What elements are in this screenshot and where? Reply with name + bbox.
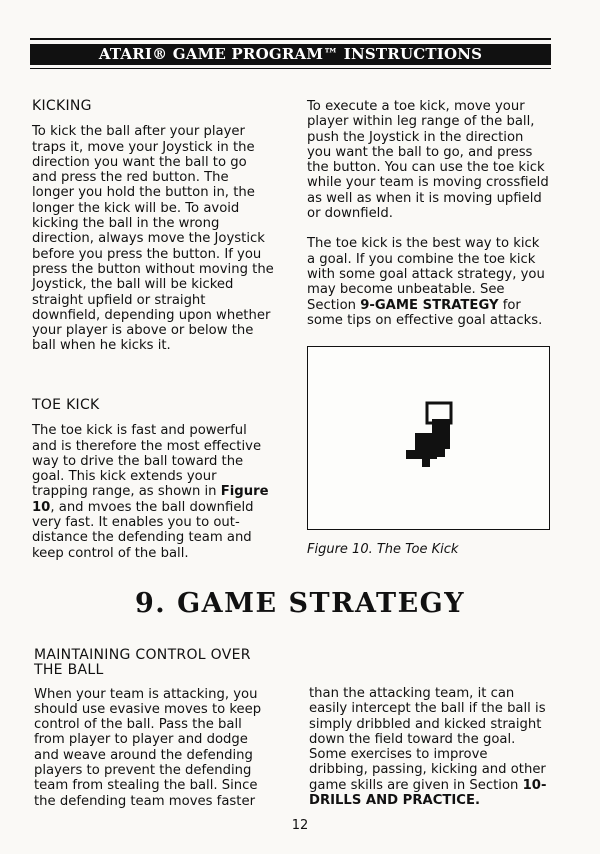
page-number: 12 [291, 818, 309, 833]
kicking-body: To kick the ball after your player traps it, move your Joystick in the direction you want the ball to go and press the red button. The longer you hold the button in, the longer the kick will be. To avoid kicking the ball in the wrong direction, always move the Joystick before you press the button. If you press the button without moving the Joystick, the ball will be kicked straight upfield or straight downfield, depending upon whether your player is above or below the ball when he kicks it. [32, 124, 274, 354]
maintaining-control-continued [309, 686, 549, 808]
toe-kick-body [32, 423, 274, 561]
figure-caption: Figure 10. The Toe Kick [307, 542, 459, 557]
drills-reference: 10-DRILLS AND PRACTICE. [309, 777, 547, 809]
sprite-leg [406, 450, 437, 459]
goal-text-2: for some tips on effective goal attacks. [307, 297, 543, 328]
header-banner: ATARI® GAME PROGRAM™ INSTRUCTIONS [30, 44, 551, 65]
toe-kick-sprite [308, 347, 549, 529]
kicking-section [32, 99, 274, 354]
toe-kick-section [32, 398, 274, 561]
section-reference: 9-GAME STRATEGY [360, 297, 499, 313]
section-9-title: 9. GAME STRATEGY [135, 588, 465, 619]
toe-kick-text-1: The toe kick is fast and powerful and is therefore the most effective way to drive the ball toward the goal. This kick extends your trapping range, as shown in [32, 423, 262, 500]
toe-kick-instructions [307, 99, 549, 328]
kicking-heading: KICKING [32, 98, 92, 114]
sprite-foot [422, 457, 430, 467]
figure-reference: Figure 10 [32, 484, 269, 515]
goal-text-1: The toe kick is the best way to kick a goal. If you combine the toe kick with some goal attack strategy, you may become unbeatable. See Section [307, 236, 545, 313]
top-rule [30, 38, 551, 40]
maintaining-control-section [34, 648, 274, 809]
figure-10-illustration [307, 346, 550, 530]
toe-kick-execute-text: To execute a toe kick, move your player within leg range of the ball, push the Joystick in the direction you want the ball to go, and press the button. You can use the toe kick while your team is moving crossfield as well as when it is moving upfield or downfield. [307, 99, 549, 222]
toe-kick-text-2: , and mvoes the ball downfield very fast. It enables you to out-distance the defending team and keep control of the ball. [32, 499, 254, 561]
continued-text: than the attacking team, it can easily intercept the ball if the ball is simply dribbled and kicked straight down the field toward the goal. Some exercises to improve dribbing, passing, kicking and other game skills are given in Section [309, 686, 546, 793]
continued-body [309, 686, 549, 808]
maintaining-control-heading [34, 648, 274, 679]
banner-underline [30, 68, 551, 69]
subheading-line-1: MAINTAINING CONTROL OVER [34, 647, 251, 663]
subheading-line-2: THE BALL [34, 662, 104, 679]
toe-kick-goal-text [307, 236, 549, 328]
maintaining-control-body: When your team is attacking, you should use evasive moves to keep control of the ball. Pass the ball from player to player and dodge and weave around the defending players to prevent the defending team from stealing the ball. Since the defending team moves faster [34, 686, 262, 809]
toe-kick-heading: TOE KICK [32, 397, 100, 413]
